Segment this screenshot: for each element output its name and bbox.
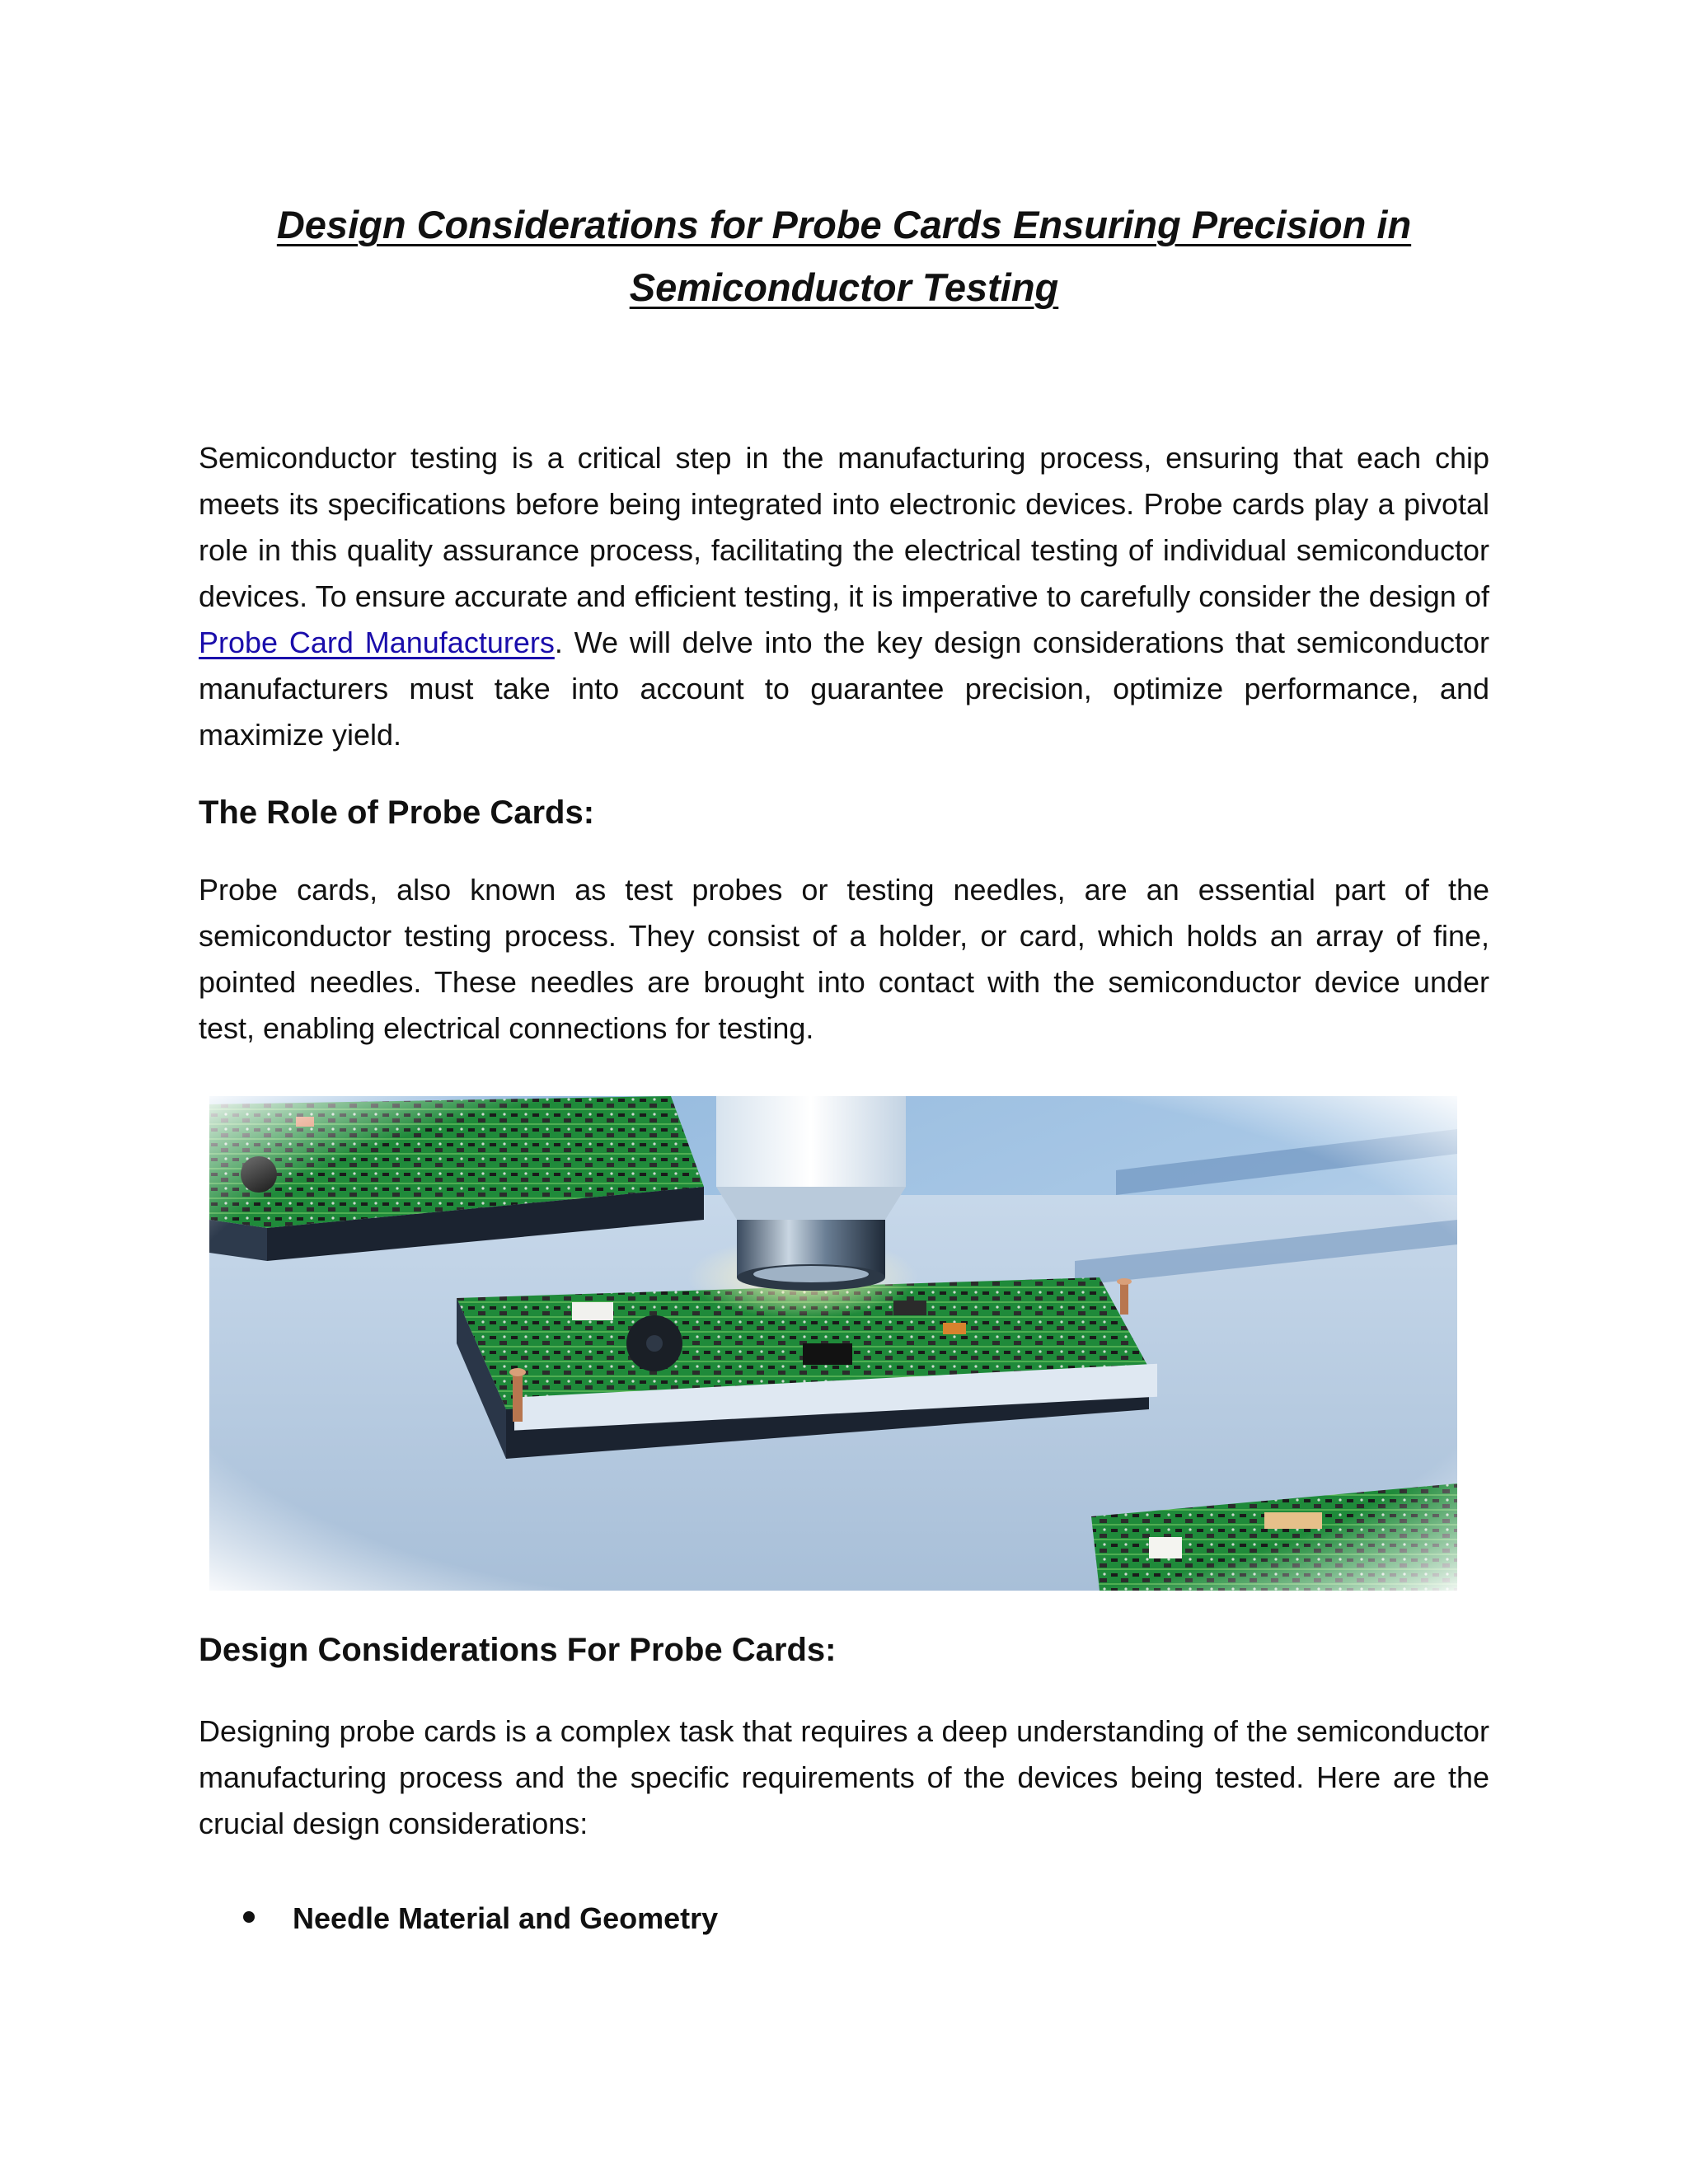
probe-card-manufacturers-link[interactable]: Probe Card Manufacturers [199,626,555,659]
section-role-paragraph: Probe cards, also known as test probes or testing needles, are an essential part of the semiconductor testing process. They consist of a holder, or card, which holds an array of fine, pointed needles. These needles are brought into contact with the semiconductor device under test, enabling electrical connections for testing. [199,873,1489,1045]
bullet-icon [243,1896,293,1942]
pcb-testing-illustration [209,1096,1457,1591]
intro-text-before-link: Semiconductor testing is a critical step in the manufacturing process, ensuring that each chip meets its specifications before being integrated into electronic devices. Probe cards play a pivotal role in this quality assurance process, facilitating the electrical testing of individual semiconductor devices. To ensure accurate and efficient testing, it is imperative to carefully consider the design of [199,441,1489,613]
intro-paragraph [199,435,1489,758]
probe-card-photo [209,1096,1457,1591]
section-design-paragraph: Designing probe cards is a complex task that requires a deep understanding of the semiconductor manufacturing process and the specific requirements of the devices being tested. Here are the crucial design considerations: [199,1714,1489,1840]
document-title: Design Considerations for Probe Cards Ensuring Precision in Semiconductor Testing [276,203,1412,309]
section-heading-role: The Role of Probe Cards: [199,794,595,831]
bullet-label: Needle Material and Geometry [293,1901,719,1935]
intro-text-after-link: . We will delve into the key design considerations that semiconductor manufacturers must take into account to guarantee precision, optimize performance, and maximize yield. [199,626,1489,752]
section-heading-design: Design Considerations For Probe Cards: [199,1632,837,1668]
bullet-list-item [243,1896,718,1942]
